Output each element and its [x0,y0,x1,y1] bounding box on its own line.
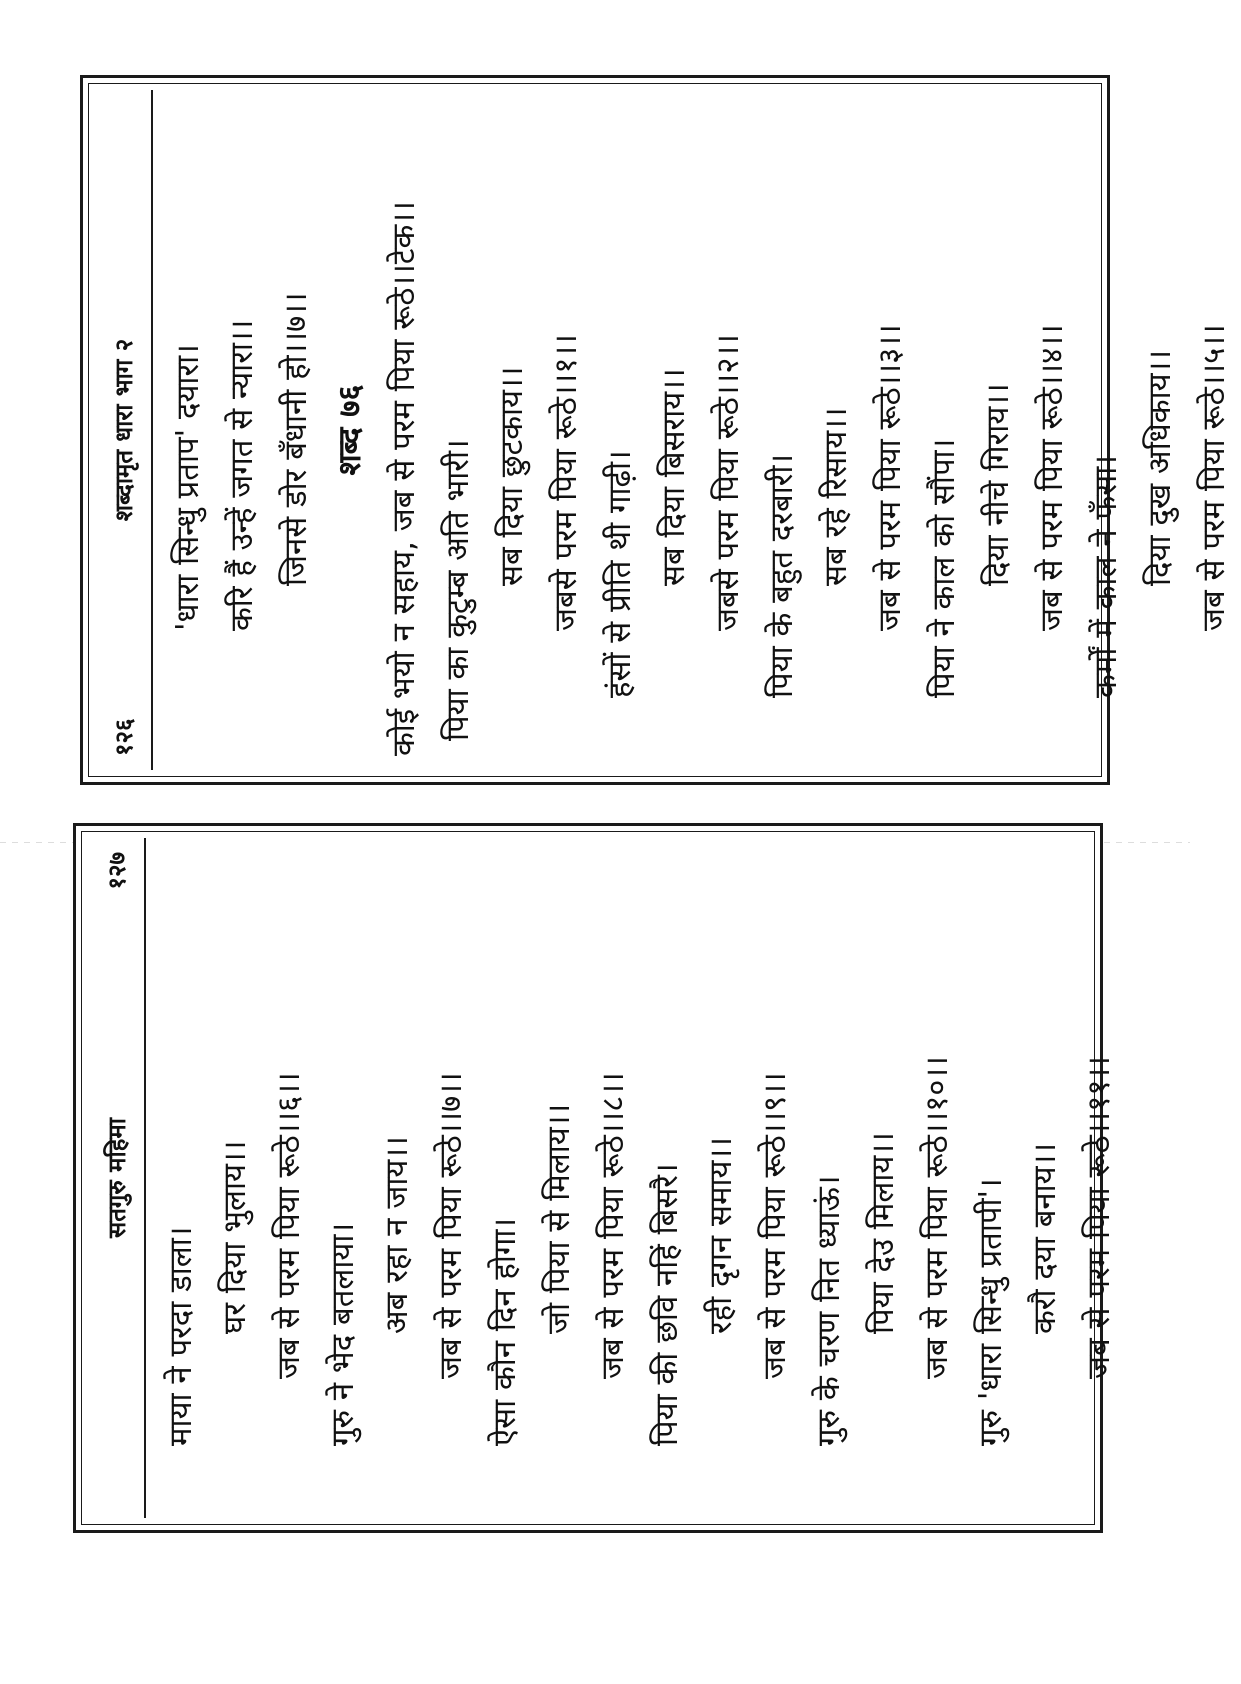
verse-line: गुरु ने भेद बतलाया। [325,1222,361,1446]
verse-line: सब रहे रिसाय।। [818,407,854,586]
verse-line: जबसे परम पिया रूठे।।१।। [548,334,584,631]
book-page-left [80,75,1232,785]
verse-line: कर्मों में काल ने फँसा। [1088,454,1124,698]
verse-line: करि हैं उन्हें जगत से न्यारा।। [224,319,260,631]
verse-line: कोई भयो न सहाय, जब से परम पिया रूठे।।टेक।। [386,201,422,756]
verse-line: जिनसे डोर बँधानी हो।।७।। [278,292,314,586]
verse-line: 'धारा सिन्धु प्रताप' दयारा। [170,344,206,631]
verse-line: पिया की छवि नहिं बिसरै। [649,1163,685,1446]
verse-line: जब से परम पिया रूठे।।११।। [1081,1056,1117,1379]
verse-line: ऐसा कौन दिन होगा। [487,1217,523,1446]
verse-line: जब से परम पिया रूठे।।९।। [757,1072,793,1379]
verse-line: माया ने परदा डाला। [163,1226,199,1446]
verse-body [154,852,1117,1504]
verse-line: सब दिया बिसराय।। [656,368,692,586]
verse-line: जब से परम पिया रूठे।।६।। [271,1072,307,1379]
verse-line: पिया देउ मिलाय।। [865,1132,901,1334]
verse-line: गुरु 'धारा सिन्धु प्रतापी'। [973,1178,1009,1446]
verse-line: सब दिया छुटकाय।। [494,366,530,586]
verse-line: हंसों से प्रीति थी गाढ़ी। [602,450,638,698]
verse-line: जो पिया से मिलाय।। [541,1103,577,1334]
verse-line: जब से परम पिया रूठे।।५।। [1196,324,1232,631]
verse-line: रही दृगन समाय।। [703,1137,739,1334]
verse-line: पिया के बहुत दरबारी। [764,453,800,698]
verse-line: गुरु के चरण नित ध्याऊं। [811,1175,847,1446]
page-header [95,90,153,770]
verse-body [161,104,1232,756]
page-header [88,838,146,1518]
page-header-title: शब्दामृत धारा भाग २ [109,338,138,522]
verse-line: जब से परम पिया रूठे।।७।। [433,1072,469,1379]
page-header-title: सतगुरु महिमा [102,1118,131,1239]
verse-line: जबसे परम पिया रूठे।।२।। [710,334,746,631]
verse-line: पिया ने काल को सौंपा। [926,438,962,698]
verse-line: पिया का कुटुम्ब अति भारी। [440,439,476,741]
section-heading: शब्द ७६ [332,384,368,476]
verse-line: दिया दुख अधिकाय।। [1142,349,1178,586]
verse-line: अब रहा न जाय।। [379,1136,415,1334]
verse-line: जब से परम पिया रूठे।।८।। [595,1072,631,1379]
verse-line: घर दिया भुलाय।। [217,1140,253,1334]
page-number: १२६ [110,718,138,756]
verse-line: करौ दया बनाय।। [1027,1142,1063,1334]
verse-line: जब से परम पिया रूठे।।४।। [1034,324,1070,631]
page-number: १२७ [103,852,131,890]
verse-line: जब से परम पिया रूठे।।३।। [872,324,908,631]
verse-line: दिया नीचे गिराय।। [980,383,1016,586]
book-page-right [73,823,1117,1533]
verse-line: जब से परम पिया रूठे।।१०।। [919,1056,955,1379]
